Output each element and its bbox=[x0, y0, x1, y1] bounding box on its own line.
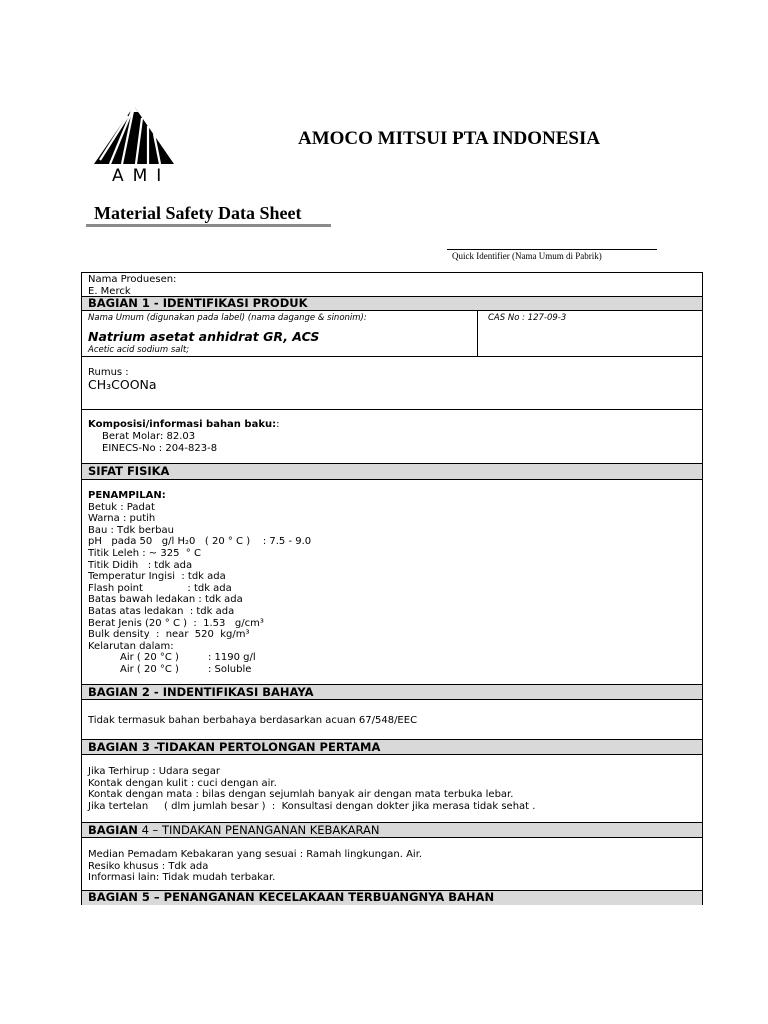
physical-header: SIFAT FISIKA bbox=[82, 464, 702, 480]
fire-line: Resiko khusus : Tdk ada bbox=[88, 860, 209, 872]
first-aid-line: Jika tertelan ( dlm jumlah besar ) : Konsultasi dengan dokter jika merasa tidak sehat . bbox=[88, 800, 536, 812]
section-4-title-rest: 4 – TINDAKAN PENANGANAN KEBAKARAN bbox=[137, 823, 380, 837]
composition-line bbox=[82, 419, 279, 431]
property-line: Titik Didih : tdk ada bbox=[88, 559, 193, 571]
molar-weight: Berat Molar: 82.03 bbox=[102, 431, 196, 442]
property-line: pH pada 50 g/l H₂0 ( 20 ° C ) : 7.5 - 9.0 bbox=[88, 536, 312, 548]
product-synonym: Acetic acid sodium salt; bbox=[88, 345, 190, 355]
solubility-row bbox=[88, 652, 688, 664]
solubility-medium: Air ( 20 °C ) bbox=[120, 652, 179, 664]
msds-table bbox=[81, 272, 703, 905]
section-1-header: BAGIAN 1 - IDENTIFIKASI PRODUK bbox=[82, 297, 702, 311]
property-line: Bau : Tdk berbau bbox=[88, 524, 174, 536]
property-line: Batas atas ledakan : tdk ada bbox=[88, 605, 235, 617]
fire-line: Informasi lain: Tidak mudah terbakar. bbox=[88, 872, 276, 884]
section-4-header bbox=[82, 823, 702, 838]
property-line: Batas bawah ledakan : tdk ada bbox=[88, 594, 243, 606]
product-row bbox=[82, 311, 702, 357]
product-name: Natrium asetat anhidrat GR, ACS bbox=[88, 329, 320, 344]
property-line: Warna : putih bbox=[88, 513, 156, 525]
property-line: Temperatur Ingisi : tdk ada bbox=[88, 571, 226, 583]
property-line: Titik Leleh : ~ 325 ° C bbox=[88, 547, 201, 559]
section-3-body bbox=[82, 755, 702, 823]
column-divider bbox=[477, 311, 478, 356]
composition-label: Komposisi/informasi bahan baku: bbox=[88, 419, 277, 430]
property-line: Berat Jenis (20 ° C ) : 1.53 g/cm³ bbox=[88, 617, 264, 629]
physical-content bbox=[82, 490, 688, 676]
producer-row bbox=[82, 273, 702, 297]
solubility-value: : 1190 g/l bbox=[208, 652, 256, 664]
quick-identifier-label: Quick Identifier (Nama Umum di Pabrik) bbox=[452, 251, 602, 261]
property-line: Kelarutan dalam: bbox=[88, 640, 174, 652]
property-line: Flash point : tdk ada bbox=[88, 582, 232, 594]
solubility-medium: Air ( 20 °C ) bbox=[120, 663, 179, 675]
fire-line: Median Pemadam Kebakaran yang sesuai : Ramah lingkungan. Air. bbox=[88, 849, 423, 860]
property-line: Betuk : Padat bbox=[88, 501, 155, 513]
first-aid-line: Kontak dengan mata : bilas dengan sejumlah banyak air dengan mata terbuka lebar. bbox=[88, 789, 514, 801]
physical-row bbox=[82, 480, 702, 685]
title-underline bbox=[86, 224, 331, 227]
cas-number: CAS No : 127-09-3 bbox=[488, 313, 567, 323]
section-4-body bbox=[82, 838, 702, 891]
first-aid-line: Jika Terhirup : Udara segar bbox=[88, 766, 220, 777]
common-name-label: Nama Umum (digunakan pada label) (nama dagange & sinonim): bbox=[88, 313, 367, 323]
formula-value: CH₃COONa bbox=[88, 377, 157, 392]
section-4-title-bold: BAGIAN bbox=[88, 823, 138, 837]
appearance-label: PENAMPILAN: bbox=[88, 490, 166, 501]
company-name: AMOCO MITSUI PTA INDONESIA bbox=[298, 128, 601, 149]
section-2-body bbox=[82, 700, 702, 740]
composition-suffix: : bbox=[276, 419, 280, 430]
formula-row bbox=[82, 357, 702, 410]
section-3-header: BAGIAN 3 -TIDAKAN PERTOLONGAN PERTAMA bbox=[82, 740, 702, 755]
first-aid-content bbox=[82, 766, 688, 812]
section-5-header: BAGIAN 5 – PENANGANAN KECELAKAAN TERBUANGNYA BAHAN bbox=[82, 891, 702, 905]
composition-row bbox=[82, 410, 702, 464]
quick-identifier-line bbox=[447, 249, 657, 250]
hazard-text: Tidak termasuk bahan berbahaya berdasarkan acuan 67/548/EEC bbox=[88, 715, 418, 726]
property-line: Bulk density : near 520 kg/m³ bbox=[88, 629, 250, 641]
einecs-number: EINECS-No : 204-823-8 bbox=[102, 443, 218, 454]
first-aid-line: Kontak dengan kulit : cuci dengan air. bbox=[88, 777, 277, 789]
producer-label: Nama Produesen: bbox=[88, 274, 177, 285]
solubility-value: : Soluble bbox=[208, 663, 252, 675]
solubility-row bbox=[88, 664, 688, 676]
fire-content bbox=[82, 849, 688, 884]
page-title: Material Safety Data Sheet bbox=[94, 203, 302, 223]
logo-text: AMI bbox=[112, 166, 171, 186]
formula-label: Rumus : bbox=[88, 367, 129, 378]
section-2-header: BAGIAN 2 - INDENTIFIKASI BAHAYA bbox=[82, 685, 702, 700]
producer-value: E. Merck bbox=[88, 285, 131, 297]
